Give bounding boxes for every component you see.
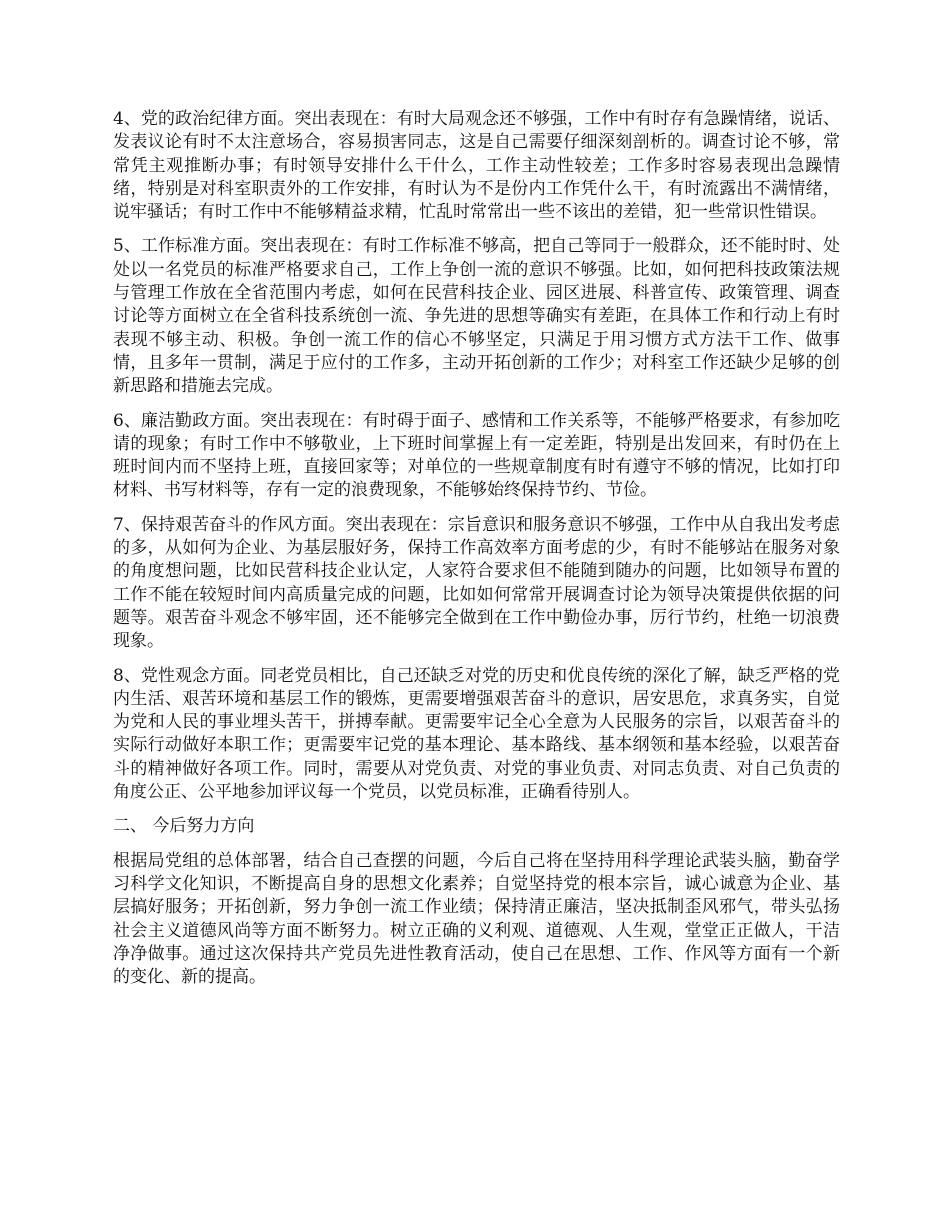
paragraph-work-standards: 5、工作标准方面。突出表现在：有时工作标准不够高，把自己等同于一般群众，还不能时时、处处以一名党员的标准严格要求自己，工作上争创一流的意识不够强。比如，如何把科技政策法规与管理工作放在全省范围内考虑，如何在民营科技企业、园区进展、科普宣传、政策管理、调查讨论等方面树立在全省科技系统创一流、争先进的思想等确实有差距，在具体工作和行动上有时表现不够主动、积极。争创一流工作的信心不够坚定，只满足于用习惯方式方法干工作、做事情，且多年一贯制，满足于应付的工作多，主动开拓创新的工作少；对科室工作还缺少足够的创新思路和措施去完成。 (113, 236, 840, 397)
paragraph-hard-work-style: 7、保持艰苦奋斗的作风方面。突出表现在：宗旨意识和服务意识不够强，工作中从自我出发考虑的多，从如何为企业、为基层服好务，保持工作高效率方面考虑的少，有时不能够站在服务对象的角度想问题，比如民营科技企业认定，人家符合要求但不能随到随办的问题，比如领导布置的工作不能在较短时间内高质量完成的问题，比如如何常常开展调查讨论为领导决策提供依据的问题等。艰苦奋斗观念不够牢固，还不能够完全做到在工作中勤俭办事，厉行节约，杜绝一切浪费现象。 (113, 514, 840, 652)
paragraph-future-direction: 根据局党组的总体部署，结合自己查摆的问题，今后自己将在坚持用科学理论武装头脑，勤奋学习科学文化知识，不断提高自身的思想文化素养；自觉坚持党的根本宗旨，诚心诚意为企业、基层搞好服务；开拓创新，努力争创一流工作业绩；保持清正廉洁，坚决抵制歪风邪气，带头弘扬社会主义道德风尚等方面不断努力。树立正确的义利观、道德观、人生观，堂堂正正做人，干洁净净做事。通过这次保持共产党员先进性教育活动，使自己在思想、工作、作风等方面有一个新的变化、新的提高。 (113, 850, 840, 988)
paragraph-integrity: 6、廉洁勤政方面。突出表现在：有时碍于面子、感情和工作关系等，不能够严格要求，有参加吃请的现象；有时工作中不够敬业，上下班时间掌握上有一定差距，特别是出发回来，有时仍在上班时间内而不坚持上班，直接回家等；对单位的一些规章制度有时有遵守不够的情况，比如打印材料、书写材料等，存有一定的浪费现象，不能够始终保持节约、节俭。 (113, 410, 840, 501)
section-heading: 二、 今后努力方向 (113, 816, 255, 837)
document-page (113, 108, 840, 1000)
paragraph-party-spirit: 8、党性观念方面。同老党员相比，自己还缺乏对党的历史和优良传统的深化了解，缺乏严格的党内生活、艰苦环境和基层工作的锻炼，更需要增强艰苦奋斗的意识，居安思危，求真务实，自觉为党和人民的事业埋头苦干，拼搏奉献。更需要牢记全心全意为人民服务的宗旨，以艰苦奋斗的实际行动做好本职工作；更需要牢记党的基本理论、基本路线、基本纲领和基本经验，以艰苦奋斗的精神做好各项工作。同时，需要从对党负责、对党的事业负责、对同志负责、对自己负责的角度公正、公平地参加评议每一个党员，以党员标准，正确看待别人。 (113, 665, 840, 803)
paragraph-political-discipline: 4、党的政治纪律方面。突出表现在：有时大局观念还不够强，工作中有时存有急躁情绪，说话、发表议论有时不太注意场合，容易损害同志，这是自己需要仔细深刻剖析的。调查讨论不够，常常凭主观推断办事；有时领导安排什么干什么，工作主动性较差；工作多时容易表现出急躁情绪，特别是对科室职责外的工作安排，有时认为不是份内工作凭什么干，有时流露出不满情绪，说牢骚话；有时工作中不能够精益求精，忙乱时常常出一些不该出的差错，犯一些常识性错误。 (113, 109, 840, 223)
